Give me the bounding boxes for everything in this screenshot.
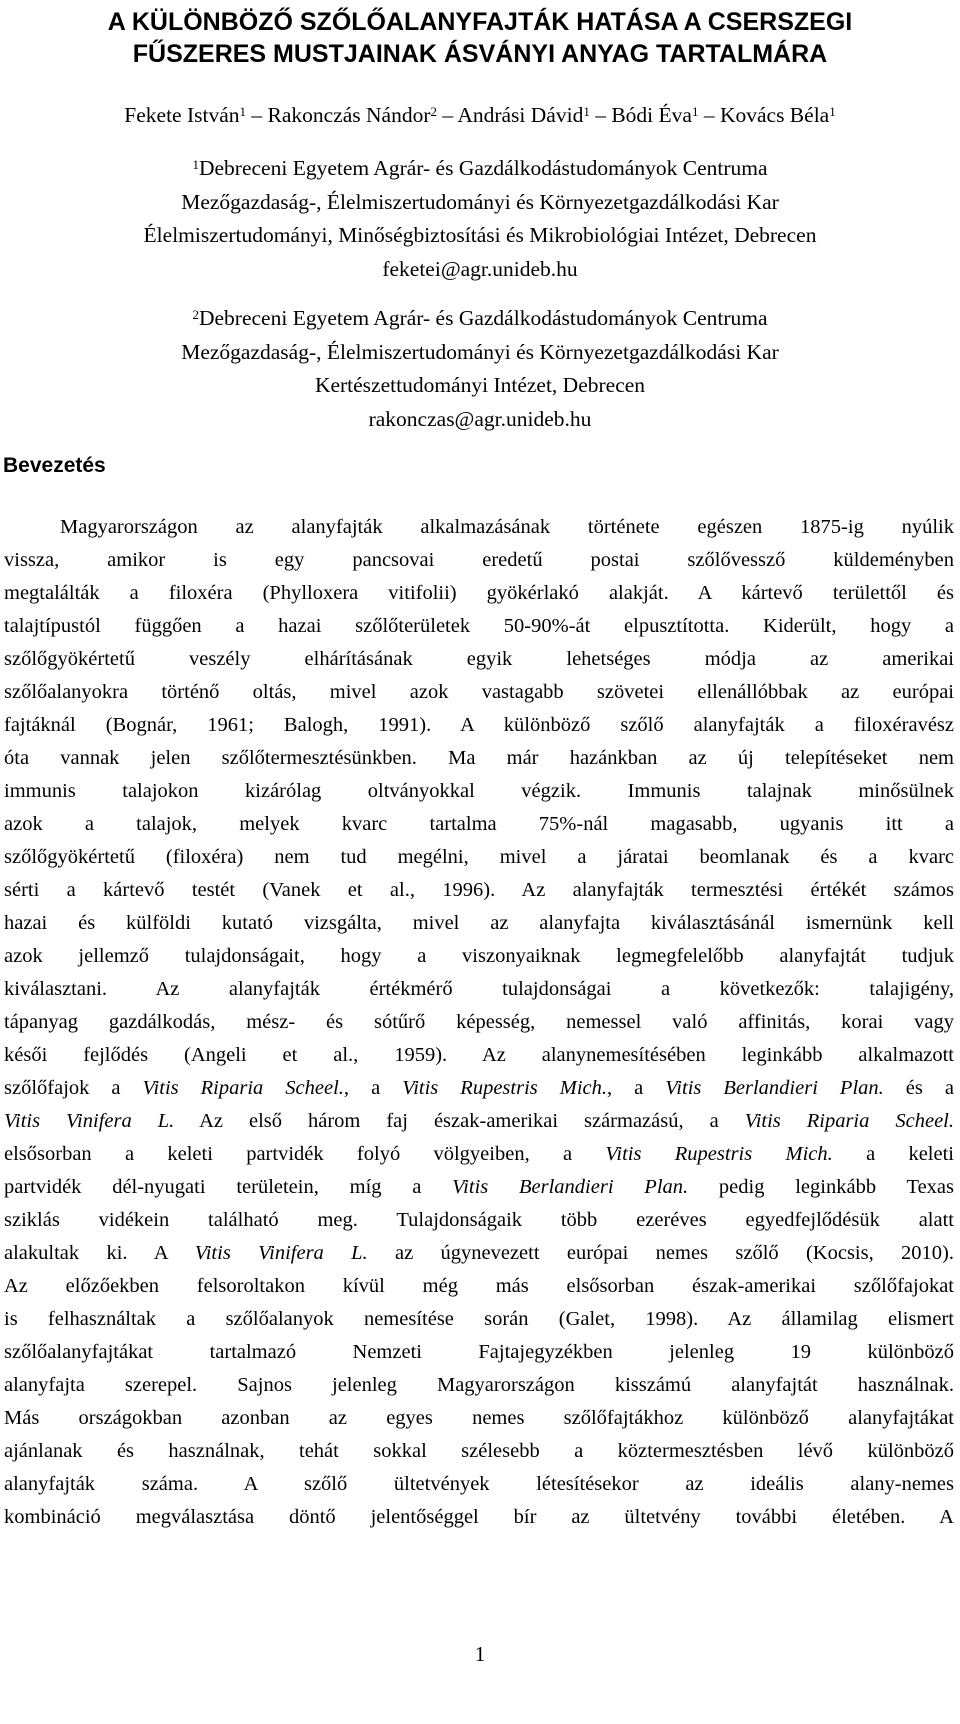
text-run: talajtípustól függően a hazai szőlőterületek 50-90%-át elpusztította. Kiderült, hogy a [4,615,954,637]
body-line [4,1303,954,1336]
species-name: Vitis Berlandieri Plan. [452,1176,689,1198]
body-line [4,610,954,643]
text-run: pedig leginkább Texas [688,1176,954,1198]
affiliation-line: $^1$Debreceni Egyetem Agrár- és Gazdálkodástudományok Centruma [192,156,768,180]
text-run: Magyarországon az alanyfajták alkalmazásának története egészen 1875-ig nyúlik [60,516,954,538]
body-line [4,1171,954,1204]
affiliation-1 [0,152,960,286]
text-run: megtalálták a filoxéra (Phylloxera vitifolii) gyökérlakó alakját. A kártevő területtől és [4,582,954,604]
author-name: Andrási Dávid [457,103,584,127]
text-run: kombináció megválasztása döntő jelentőséggel bír az ültetvény további életében. A [4,1506,954,1528]
body-line [4,940,954,973]
body-line [4,1072,954,1105]
body-line [4,808,954,841]
body-line [4,577,954,610]
body-line [4,1006,954,1039]
body-line [4,742,954,775]
body-line [4,874,954,907]
text-run: , a [607,1077,666,1099]
text-run: óta vannak jelen szőlőtermesztésünkben. Ma már hazánkban az új telepítéseket nem [4,747,954,769]
author-name: Bódi Éva [611,103,692,127]
affiliation-line: Kertészettudományi Intézet, Debrecen [314,373,646,397]
species-name: Vitis Rupestris Mich. [605,1143,833,1165]
text-run: Más országokban azonban az egyes nemes szőlőfajtákhoz különböző alanyfajtákat [4,1407,954,1429]
author-separator: – [589,103,612,127]
author-separator: – [437,103,458,127]
body-line [4,1336,954,1369]
body-line [4,1204,954,1237]
body-line [4,1138,954,1171]
text-run: alanyfajta szerepel. Sajnos jelenleg Magyarországon kisszámú alanyfajtát használnak. [4,1374,954,1396]
text-run: is felhasználtak a szőlőalanyok nemesítése során (Galet, 1998). Az államilag elismert [4,1308,954,1330]
author-affiliation-mark: 1 [829,104,836,119]
text-run: szőlőalanyokra történő oltás, mivel azok vastagabb szövetei ellenállóbbak az európai [4,681,954,703]
body-line [4,1369,954,1402]
body-line [4,1435,954,1468]
author-name: Fekete István [124,103,240,127]
text-run: partvidék dél-nyugati területein, míg a [4,1176,453,1198]
body-line [4,709,954,742]
text-run: kiválasztani. Az alanyfajták értékmérő tulajdonságai a következők: talajigény, [4,978,954,1000]
author-affiliation-mark: 2 [430,104,437,119]
page-number: 1 [474,1642,486,1666]
text-run: szőlőfajok a [4,1077,143,1099]
author-affiliation-mark: 1 [691,104,699,119]
text-run: az úgynevezett európai nemes szőlő (Kocsis, 2010). [367,1242,954,1264]
species-name: Vitis Berlandieri Plan. [665,1077,884,1099]
affiliation-mark: 1 [192,157,199,172]
text-run: szőlőgyökértetű (filoxéra) nem tud megélni, mivel a járatai beomlanak és a kvarc [4,846,954,868]
species-name: Vitis Riparia Scheel. [744,1110,954,1132]
text-run: alanyfajták száma. A szőlő ültetvények létesítésekor az ideális alany-nemes [4,1473,954,1495]
body-paragraph [4,511,954,1534]
title-line: A KÜLÖNBÖZŐ SZŐLŐALANYFAJTÁK HATÁSA A CSERSZEGI [107,8,853,36]
body-line [4,511,954,544]
text-run: és a [883,1077,954,1099]
species-name: Vitis Riparia Scheel. [142,1077,344,1099]
text-run: vissza, amikor is egy pancsovai eredetű postai szőlővessző küldeményben [4,549,954,571]
author-affiliation-mark: 1 [239,104,247,119]
text-run: tápanyag gazdálkodás, mész- és sótűrő képesség, nemessel való affinitás, korai vagy [4,1011,954,1033]
text-run: Az első három faj észak-amerikai származású, a [174,1110,745,1132]
text-run: ajánlanak és használnak, tehát sokkal szélesebb a köztermesztésben lévő különböző [4,1440,954,1462]
author-name: Rakonczás Nándor [267,103,431,127]
body-line [4,1501,954,1534]
text-run: immunis talajokon kizárólag oltványokkal végzik. Immunis talajnak minősülnek [4,780,954,802]
body-line [4,676,954,709]
affiliation-email: rakonczas@agr.unideb.hu [368,406,592,431]
affiliation-line: $^2$Debreceni Egyetem Agrár- és Gazdálkodástudományok Centruma [192,306,768,330]
text-run: sziklás vidékein található meg. Tulajdonságaik több ezeréves egyedfejlődésük alatt [4,1209,954,1231]
text-run: azok jellemző tulajdonságait, hogy a viszonyaiknak legmegfelelőbb alanyfajtát tudjuk [4,945,954,967]
species-name: Vitis Rupestris Mich. [402,1077,608,1099]
affiliation-mark: 2 [192,307,199,322]
body-line [4,544,954,577]
text-run: elsősorban a keleti partvidék folyó völgyeiben, a [4,1143,606,1165]
author-list [0,101,960,129]
text-run: hazai és külföldi kutató vizsgálta, mivel az alanyfajta kiválasztásánál ismernünk kell [4,912,954,934]
text-run: szőlőalanyfajtákat tartalmazó Nemzeti Fajtajegyzékben jelenleg 19 különböző [4,1341,954,1363]
body-line [4,841,954,874]
body-line [4,775,954,808]
author-affiliation-mark: 1 [583,104,590,119]
text-run: , a [343,1077,403,1099]
affiliation-email: feketei@agr.unideb.hu [382,256,578,281]
affiliation-line: Mezőgazdaság-, Élelmiszertudományi és Környezetgazdálkodási Kar [181,189,779,214]
author-separator: – [698,103,720,127]
text-run: Az előzőekben felsoroltakon kívül még más elsősorban észak-amerikai szőlőfajokat [4,1275,954,1297]
text-run: fajtáknál (Bognár, 1961; Balogh, 1991). A különböző szőlő alanyfajták a filoxéravész [4,714,954,736]
title-line: FŰSZERES MUSTJAINAK ÁSVÁNYI ANYAG TARTALMÁRA [132,40,828,68]
species-name: Vitis Vinifera L. [194,1242,368,1264]
body-line [4,1237,954,1270]
paper-title [0,6,960,70]
text-run: késői fejlődés (Angeli et al., 1959). Az alanynemesítésében leginkább alkalmazott [4,1044,954,1066]
affiliation-line: Mezőgazdaság-, Élelmiszertudományi és Környezetgazdálkodási Kar [181,339,779,364]
body-line [4,1270,954,1303]
text-run: azok a talajok, melyek kvarc tartalma 75%-nál magasabb, ugyanis itt a [4,813,954,835]
body-line [4,1105,954,1138]
affiliation-2 [0,302,960,436]
body-line [4,1402,954,1435]
affiliation-line: Élelmiszertudományi, Minőségbiztosítási és Mikrobiológiai Intézet, Debrecen [143,223,817,247]
text-run: a keleti [832,1143,954,1165]
body-line [4,643,954,676]
text-run: sérti a kártevő testét (Vanek et al., 1996). Az alanyfajták termesztési értékét számos [4,879,954,901]
species-name: Vitis Vinifera L. [4,1110,175,1132]
author-name: Kovács Béla [719,103,830,127]
section-heading: Bevezetés [3,454,106,477]
body-line [4,1468,954,1501]
body-line [4,907,954,940]
text-run: alakultak ki. A [4,1242,195,1264]
body-line [4,1039,954,1072]
author-separator: – [246,103,268,127]
text-run: szőlőgyökértetű veszély elhárításának egyik lehetséges módja az amerikai [4,648,954,670]
body-line [4,973,954,1006]
